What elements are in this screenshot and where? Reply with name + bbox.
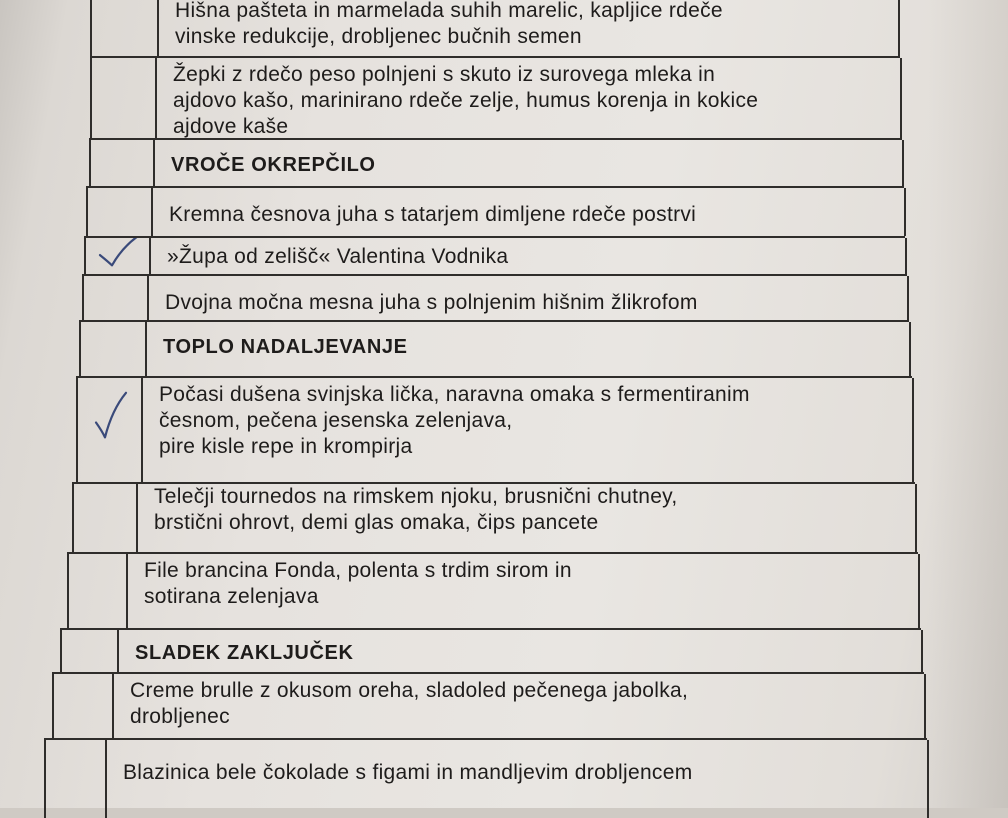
menu-item-row bbox=[84, 236, 905, 274]
section-heading: VROČE OKREPČILO bbox=[155, 140, 904, 186]
check-cell bbox=[62, 630, 119, 672]
check-cell bbox=[91, 140, 155, 186]
menu-item-text: Hišna pašteta in marmelada suhih marelic, kapljice rdeče vinske redukcije, drobljenec bučnih semen bbox=[159, 0, 900, 56]
menu-item-row bbox=[86, 186, 904, 236]
menu-item-row bbox=[67, 552, 918, 628]
check-cell bbox=[84, 276, 149, 320]
check-cell bbox=[46, 740, 107, 818]
menu-item-row bbox=[90, 56, 900, 138]
check-cell bbox=[92, 58, 157, 138]
menu-item-row bbox=[76, 376, 912, 482]
menu-item-row bbox=[72, 482, 915, 552]
menu-item-row bbox=[52, 672, 924, 738]
menu-item-text: Dvojna močna mesna juha s polnjenim hišnim žlikrofom bbox=[149, 276, 909, 320]
menu-item-row bbox=[90, 0, 898, 56]
check-cell bbox=[88, 188, 153, 236]
menu-item-text: Žepki z rdečo peso polnjeni s skuto iz surovega mleka in ajdovo kašo, marinirano rdeče zelje, humus korenja in kokice ajdove kaše bbox=[157, 58, 902, 138]
section-heading-row bbox=[60, 628, 921, 672]
check-cell bbox=[54, 674, 114, 738]
section-heading: TOPLO NADALJEVANJE bbox=[147, 322, 911, 376]
menu-item-text: Creme brulle z okusom oreha, sladoled pečenega jabolka, drobljenec bbox=[114, 674, 926, 738]
menu-item-row bbox=[44, 738, 927, 818]
check-cell bbox=[69, 554, 128, 628]
handwritten-check-icon bbox=[86, 238, 151, 276]
check-cell bbox=[92, 0, 159, 56]
check-cell bbox=[74, 484, 138, 552]
menu-item-text: »Župa od zelišč« Valentina Vodnika bbox=[151, 238, 907, 274]
menu-item-text: File brancina Fonda, polenta s trdim sirom in sotirana zelenjava bbox=[128, 554, 920, 628]
handwritten-check-icon bbox=[78, 378, 143, 484]
menu-item-text: Kremna česnova juha s tatarjem dimljene rdeče postrvi bbox=[153, 188, 906, 236]
menu-item-text: Počasi dušena svinjska lička, naravna omaka s fermentiranim česnom, pečena jesenska zelenjava, pire kisle repe in krompirja bbox=[143, 378, 914, 482]
check-cell bbox=[81, 322, 147, 376]
section-heading-row bbox=[89, 138, 902, 186]
menu-item-text: Blazinica bele čokolade s figami in mandljevim drobljencem bbox=[107, 740, 929, 818]
menu-item-text: Telečji tournedos na rimskem njoku, brusnični chutney, brstični ohrovt, demi glas omaka, čips pancete bbox=[138, 484, 917, 552]
section-heading-row bbox=[79, 320, 909, 376]
menu-item-row bbox=[82, 274, 907, 320]
section-heading: SLADEK ZAKLJUČEK bbox=[119, 630, 923, 672]
